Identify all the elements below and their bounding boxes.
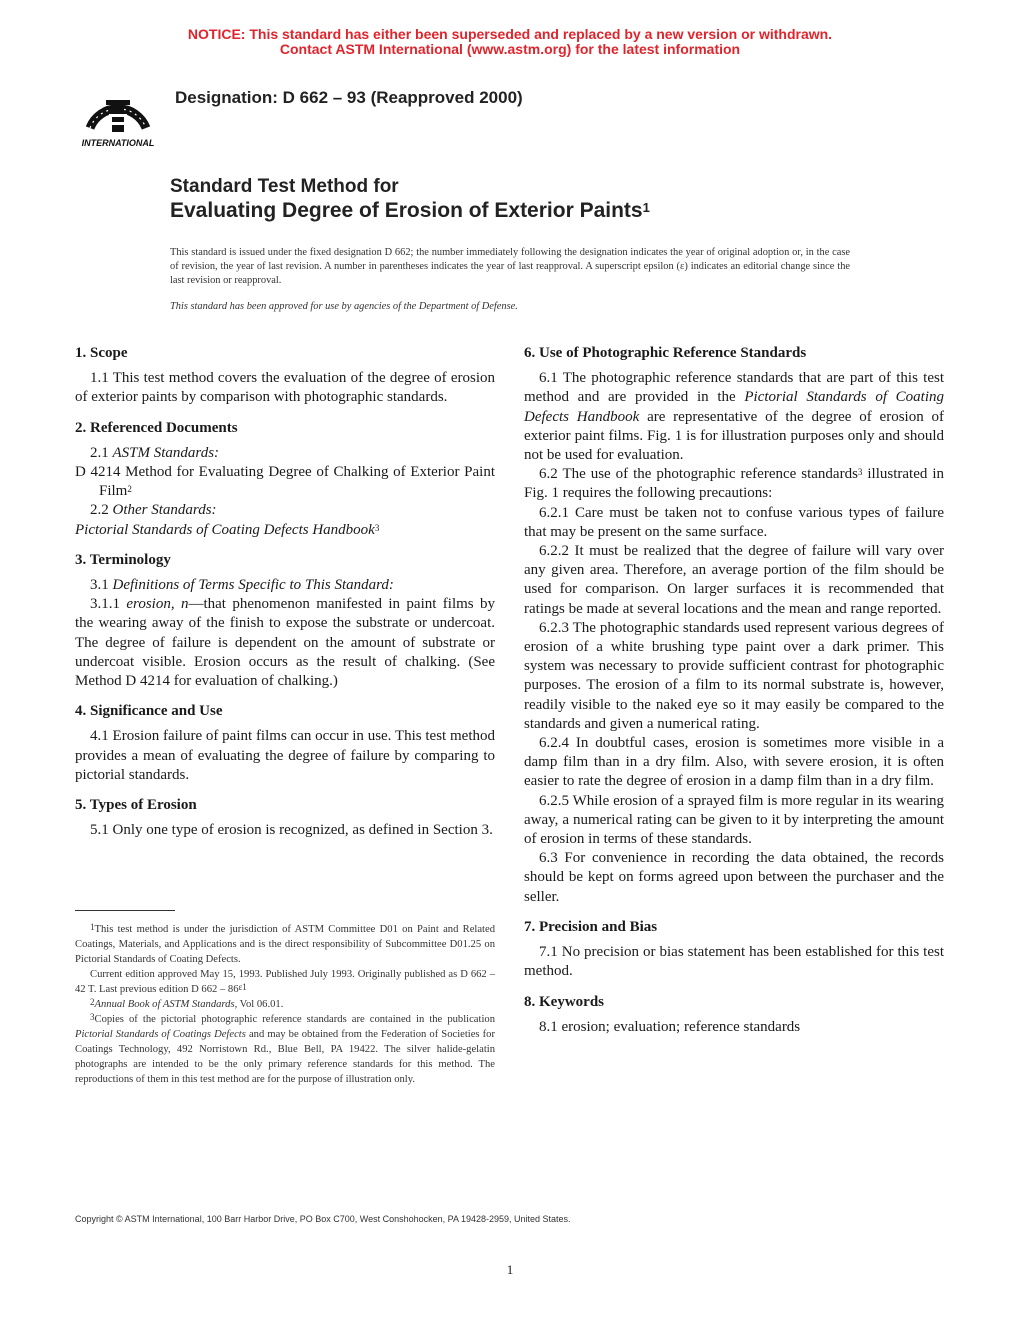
section-photographic-standards [524, 344, 944, 907]
paragraph: 5.1 Only one type of erosion is recognized, as defined in Section 3. [90, 822, 493, 839]
paragraph: 6.2.4 In doubtful cases, erosion is sometimes more visible in a damp film than in a dry film. Also, with severe erosion, it is often easier to rate the degree of erosion in a damp film than in a dry film. [524, 735, 944, 790]
paragraph: 2.2 Other Standards: [90, 502, 217, 519]
footnote-3: $^3$Copies of the pictorial photographic reference standards are contained in the publication Pictorial Standards of Coatings Defects and may be obtained from the Federation of Societies for Coatings Technology, 492 Norristown Rd., Blue Bell, PA 19422. The silver halide-gelatin photographs are intended to be the only primary reference standards for this method. The reproductions of them in this test method are for the purpose of illustration only. [75, 1012, 495, 1085]
section-scope [75, 344, 495, 408]
section-heading: 8. Keywords [524, 993, 604, 1010]
section-keywords [524, 993, 944, 1037]
section-terminology [75, 551, 495, 691]
reference-d4214: D 4214 Method for Evaluating Degree of Chalking of Exterior Paint Film$^2$ [75, 464, 495, 500]
paragraph: 6.2.5 While erosion of a sprayed film is more regular in its wearing away, a numerical rating can be given to it by interpreting the amount of erosion in terms of these standards. [524, 792, 944, 848]
withdrawn-notice [0, 27, 1020, 57]
footnote-1-edition: Current edition approved May 15, 1993. Published July 1993. Originally published as D 662 – 42 T. Last previous edition D $662 - 86^{\varepsilon 1}$ [75, 969, 495, 995]
section-heading: 2. Referenced Documents [75, 419, 238, 436]
reference-handbook: Pictorial Standards of Coating Defects Handbook$^3$ [75, 521, 380, 538]
paragraph: 2.1 ASTM Standards: [90, 444, 220, 461]
astm-logo [76, 78, 160, 150]
title-footnote-mark: 1 [642, 200, 650, 215]
section-heading: 4. Significance and Use [75, 703, 223, 720]
document-title [170, 175, 650, 224]
approved-note: This standard has been approved for use by agencies of the Department of Defense. [170, 301, 518, 312]
section-precision-bias [524, 918, 944, 982]
section-types [75, 796, 495, 840]
left-column [75, 344, 495, 851]
paragraph: 6.3 For convenience in recording the data obtained, the records should be kept on forms agreed upon between the purchaser and the seller. [524, 850, 944, 905]
section-significance [75, 702, 495, 785]
footnote-divider [75, 910, 175, 911]
page-number: 1 [506, 1262, 514, 1277]
section-referenced-documents [75, 419, 495, 540]
copyright: Copyright © ASTM International, 100 Barr Harbor Drive, PO Box C700, West Conshohocken, PA 19428-2959, United States. [75, 1214, 571, 1224]
paragraph: 6.2 The use of the photographic reference standards$^3$ illustrated in Fig. 1 requires the following precautions: [524, 466, 945, 502]
section-heading: 3. Terminology [75, 551, 171, 568]
paragraph: 6.2.1 Care must be taken not to confuse various types of failure that may be present on the same surface. [524, 504, 944, 540]
section-heading: 6. Use of Photographic Reference Standards [524, 345, 807, 361]
paragraph: 7.1 No precision or bias statement has been established for this test method. [524, 944, 944, 980]
title-line-1: Standard Test Method for [170, 176, 399, 197]
notice-line-1: NOTICE: This standard has either been superseded and replaced by a new version or withdrawn. [187, 26, 833, 42]
title-line-2: Evaluating Degree of Erosion of Exterior Paints$^1$ [170, 199, 650, 222]
paragraph: 6.2.2 It must be realized that the degree of failure will vary over any given area. Therefore, an average portion of the film should be used for comparison. On larger surfaces it is recommended that ratings be made at several locations and the mean and range reported. [524, 543, 944, 617]
paragraph: 6.1 The photographic reference standards that are part of this test method and are provided in the Pictorial Standards of Coating Defects Handbook are representative of the degree of erosion of exterior paint films. Fig. 1 is for illustration purposes only and should not be used for evaluation. [524, 370, 945, 464]
paragraph: 6.2.3 The photographic standards used represent various degrees of erosion of a white brushing type paint over a dark primer. This system was necessary to provide sufficient contrast for photographic purposes. The erosion of a film to its normal substrate is, however, readily visible to the naked eye so it may easily be compared to the standards and given a numerical rating. [524, 619, 944, 732]
astm-logo-icon [76, 78, 160, 150]
footnote-1: $^1$This test method is under the jurisdiction of ASTM Committee D01 on Paint and Related Coatings, Materials, and Applications and is the direct responsibility of Subcommittee D01.25 on Pictorial Standards of Coating Defects. [75, 922, 495, 965]
notice-line-2: Contact ASTM International (www.astm.org) for the latest information [279, 41, 741, 57]
logo-subtext: INTERNATIONAL [81, 138, 155, 148]
paragraph: 8.1 erosion; evaluation; reference standards [539, 1018, 801, 1035]
designation: Designation: D 662 – 93 (Reapproved 2000) [175, 88, 523, 107]
paragraph: 3.1 Definitions of Terms Specific to This Standard: [90, 577, 394, 594]
paragraph: 4.1 Erosion failure of paint films can occur in use. This test method provides a mean of evaluating the degree of failure by comparing to pictorial standards. [75, 728, 495, 783]
footnote-2: $^2$Annual Book of ASTM Standards, Vol 06.01. [90, 997, 284, 1010]
section-heading: 1. Scope [75, 345, 128, 361]
right-column [524, 344, 944, 1048]
section-heading: 5. Types of Erosion [75, 797, 197, 814]
section-heading: 7. Precision and Bias [524, 918, 658, 935]
footnotes [75, 922, 495, 1087]
paragraph: 1.1 This test method covers the evaluation of the degree of erosion of exterior paints by comparison with photographic standards. [75, 370, 495, 406]
issued-note: This standard is issued under the fixed designation D 662; the number immediately following the designation indicates the year of original adoption or, in the case of revision, the year of last revision. A number in parentheses indicates the year of last reapproval. A superscript epsilon (ε) indicates an editorial change since the last revision or reapproval. [170, 247, 850, 286]
definition-erosion: 3.1.1 erosion, n—that phenomenon manifested in paint films by the wearing away of the finish to expose the substrate or undercoat. The degree of failure is dependent on the amount of substrate or undercoat visible. Erosion occurs as the result of chalking. (See Method D 4214 for evaluation of chalking.) [75, 596, 496, 690]
